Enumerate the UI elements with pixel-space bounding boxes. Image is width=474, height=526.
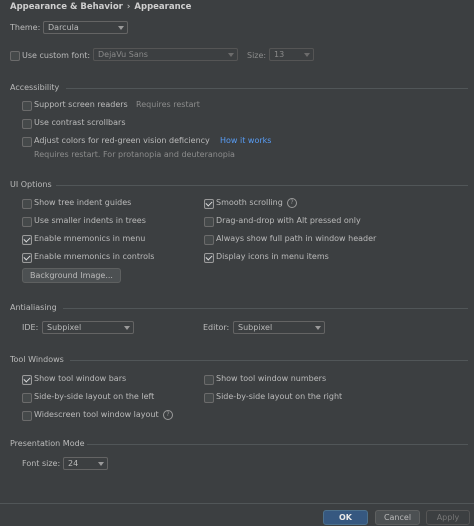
tool-windows-heading: Tool Windows <box>10 355 64 364</box>
mnemonics-controls-checkbox[interactable] <box>22 253 32 263</box>
drag-drop-label[interactable]: Drag-and-drop with Alt pressed only <box>216 216 361 225</box>
show-tool-window-bars-label[interactable]: Show tool window bars <box>34 374 127 383</box>
drag-drop-checkbox[interactable] <box>204 217 214 227</box>
contrast-scrollbars-checkbox[interactable] <box>22 119 32 129</box>
ide-antialiasing-label: IDE: <box>22 323 39 332</box>
screen-readers-note: Requires restart <box>136 100 200 109</box>
adjust-colors-checkbox[interactable] <box>22 137 32 147</box>
presentation-font-size-combobox[interactable] <box>63 457 108 470</box>
smaller-indents-label[interactable]: Use smaller indents in trees <box>34 216 146 225</box>
tool-windows-divider <box>70 360 468 361</box>
background-image-button[interactable]: Background Image... <box>22 268 121 283</box>
chevron-down-icon <box>118 26 124 30</box>
ide-antialiasing-combobox[interactable] <box>42 321 134 334</box>
screen-readers-label[interactable]: Support screen readers <box>34 100 128 109</box>
presentation-font-size-value: 24 <box>68 459 79 468</box>
breadcrumb-separator: › <box>126 2 131 12</box>
apply-button[interactable]: Apply <box>426 510 470 525</box>
presentation-font-size-label: Font size: <box>22 459 61 468</box>
editor-antialiasing-combobox[interactable] <box>233 321 325 334</box>
editor-antialiasing-label: Editor: <box>203 323 230 332</box>
full-path-checkbox[interactable] <box>204 235 214 245</box>
chevron-down-icon <box>304 53 310 57</box>
breadcrumb <box>10 1 191 13</box>
how-it-works-link[interactable]: How it works <box>220 136 272 145</box>
smaller-indents-checkbox[interactable] <box>22 217 32 227</box>
presentation-mode-divider <box>87 444 468 445</box>
full-path-label[interactable]: Always show full path in window header <box>216 234 377 243</box>
use-custom-font-label[interactable]: Use custom font: <box>22 51 91 60</box>
chevron-down-icon <box>228 53 234 57</box>
font-size-label: Size: <box>247 51 267 60</box>
side-by-side-right-checkbox[interactable] <box>204 393 214 403</box>
antialiasing-divider <box>63 308 468 309</box>
breadcrumb-current: Appearance <box>134 2 192 12</box>
chevron-down-icon <box>315 326 321 330</box>
ui-options-divider <box>56 185 468 186</box>
font-size-combobox[interactable] <box>269 48 314 61</box>
side-by-side-left-checkbox[interactable] <box>22 393 32 403</box>
use-custom-font-checkbox[interactable] <box>10 51 20 61</box>
widescreen-layout-label[interactable]: Widescreen tool window layout <box>34 410 159 419</box>
accessibility-divider <box>66 88 468 89</box>
breadcrumb-root[interactable]: Appearance & Behavior <box>10 2 123 12</box>
contrast-scrollbars-label[interactable]: Use contrast scrollbars <box>34 118 126 127</box>
adjust-colors-note: Requires restart. For protanopia and deuteranopia <box>34 150 235 159</box>
screen-readers-checkbox[interactable] <box>22 101 32 111</box>
show-tool-window-numbers-checkbox[interactable] <box>204 375 214 385</box>
mnemonics-menu-checkbox[interactable] <box>22 235 32 245</box>
icons-menu-label[interactable]: Display icons in menu items <box>216 252 329 261</box>
cancel-button[interactable]: Cancel <box>375 510 420 525</box>
font-family-value: DejaVu Sans <box>98 50 148 59</box>
side-by-side-left-label[interactable]: Side-by-side layout on the left <box>34 392 155 401</box>
show-tool-window-numbers-label[interactable]: Show tool window numbers <box>216 374 327 383</box>
presentation-mode-heading: Presentation Mode <box>10 439 85 448</box>
theme-combobox[interactable] <box>43 21 128 34</box>
help-icon[interactable]: ? <box>287 198 297 208</box>
help-icon[interactable]: ? <box>163 410 173 420</box>
tree-indent-label[interactable]: Show tree indent guides <box>34 198 132 207</box>
footer-divider <box>0 503 474 504</box>
tree-indent-checkbox[interactable] <box>22 199 32 209</box>
accessibility-heading: Accessibility <box>10 83 60 92</box>
font-family-combobox[interactable] <box>93 48 238 61</box>
show-tool-window-bars-checkbox[interactable] <box>22 375 32 385</box>
icons-menu-checkbox[interactable] <box>204 253 214 263</box>
side-by-side-right-label[interactable]: Side-by-side layout on the right <box>216 392 343 401</box>
antialiasing-heading: Antialiasing <box>10 303 57 312</box>
editor-antialiasing-value: Subpixel <box>238 323 273 332</box>
adjust-colors-label[interactable]: Adjust colors for red-green vision deficiency <box>34 136 210 145</box>
chevron-down-icon <box>98 462 104 466</box>
font-size-value: 13 <box>274 50 285 59</box>
ide-antialiasing-value: Subpixel <box>47 323 82 332</box>
smooth-scrolling-checkbox[interactable] <box>204 199 214 209</box>
ok-button[interactable]: OK <box>323 510 368 525</box>
mnemonics-controls-label[interactable]: Enable mnemonics in controls <box>34 252 155 261</box>
chevron-down-icon <box>124 326 130 330</box>
mnemonics-menu-label[interactable]: Enable mnemonics in menu <box>34 234 146 243</box>
theme-label: Theme: <box>10 23 41 32</box>
ui-options-heading: UI Options <box>10 180 52 189</box>
theme-value: Darcula <box>48 23 79 32</box>
smooth-scrolling-label[interactable]: Smooth scrolling <box>216 198 283 207</box>
widescreen-layout-checkbox[interactable] <box>22 411 32 421</box>
